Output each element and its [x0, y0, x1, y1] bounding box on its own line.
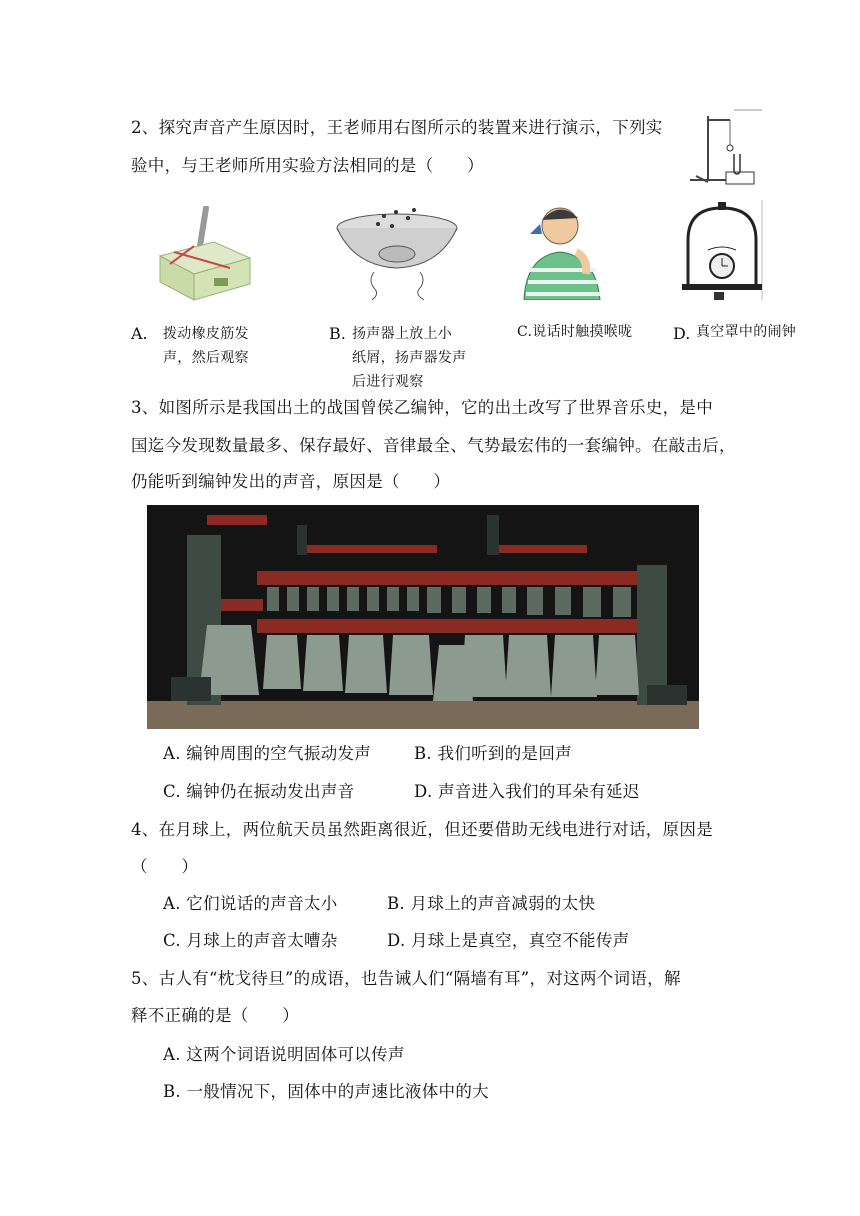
q2-stem-line1: 2、探究声音产生原因时，王老师用右图所示的装置来进行演示，下列实 — [131, 118, 663, 137]
q3-stem-line2: 国迄今发现数量最多、保存最好、音律最全、气势最宏伟的一套编钟。在敲击后， — [131, 436, 736, 455]
q2-option-b-letter: B. — [329, 324, 346, 343]
q2-option-d-text: 真空罩中的闹钟 — [696, 324, 797, 340]
q4-stem-line2: （ ） — [131, 857, 199, 876]
q4-option-b: B. 月球上的声音减弱的太快 — [387, 894, 596, 913]
q5-stem-line1: 5、古人有“枕戈待旦”的成语，也告诫人们“隔墙有耳”，对这两个词语，解 — [131, 969, 681, 988]
q4-stem-line1: 4、在月球上，两位航天员虽然距离很近，但还要借助无线电进行对话，原因是 — [131, 820, 713, 839]
q3-option-d: D. 声音进入我们的耳朵有延迟 — [414, 782, 640, 801]
q2-option-b-line2: 纸屑，扬声器发声 — [352, 350, 467, 366]
q2-option-a-line1: 拨动橡皮筋发 — [163, 326, 249, 342]
rubber-band-box-image — [154, 206, 254, 302]
q3-stem-line3: 仍能听到编钟发出的声音，原因是（ ） — [131, 472, 451, 491]
q4-option-c: C. 月球上的声音太嘈杂 — [163, 931, 338, 950]
q2-option-a-line2: 声，然后观察 — [163, 350, 249, 366]
q5-option-b: B. 一般情况下，固体中的声速比液体中的大 — [163, 1082, 489, 1101]
q4-option-a: A. 它们说话的声音太小 — [163, 894, 338, 913]
q3-stem-line1: 3、如图所示是我国出土的战国曾侯乙编钟，它的出土改写了世界音乐史，是中 — [131, 398, 713, 417]
q5-option-a: A. 这两个词语说明固体可以传声 — [163, 1045, 405, 1064]
vacuum-jar-alarm-clock-image — [678, 200, 766, 304]
speaker-paper-scraps-image — [334, 206, 460, 302]
q5-stem-line2: 释不正确的是（ ） — [131, 1006, 299, 1025]
q3-option-a: A. 编钟周围的空气振动发声 — [163, 744, 372, 763]
boy-touching-throat-image — [516, 200, 608, 300]
q2-stem-line2: 验中，与王老师所用实验方法相同的是（ ） — [131, 156, 484, 175]
q4-option-d: D. 月球上是真空，真空不能传声 — [387, 931, 630, 950]
bianzhong-bells-photo — [147, 505, 699, 729]
q2-option-b-line3: 后进行观察 — [352, 374, 424, 390]
q3-option-c: C. 编钟仍在振动发出声音 — [163, 782, 355, 801]
tuning-fork-apparatus-figure — [686, 106, 766, 190]
q3-option-b: B. 我们听到的是回声 — [414, 744, 572, 763]
q2-option-c-text: C.说话时触摸喉咙 — [517, 324, 633, 340]
q2-option-b-line1: 扬声器上放上小 — [352, 326, 453, 342]
q2-option-d-letter: D. — [673, 324, 691, 343]
q2-option-a-letter: A. — [131, 324, 148, 343]
